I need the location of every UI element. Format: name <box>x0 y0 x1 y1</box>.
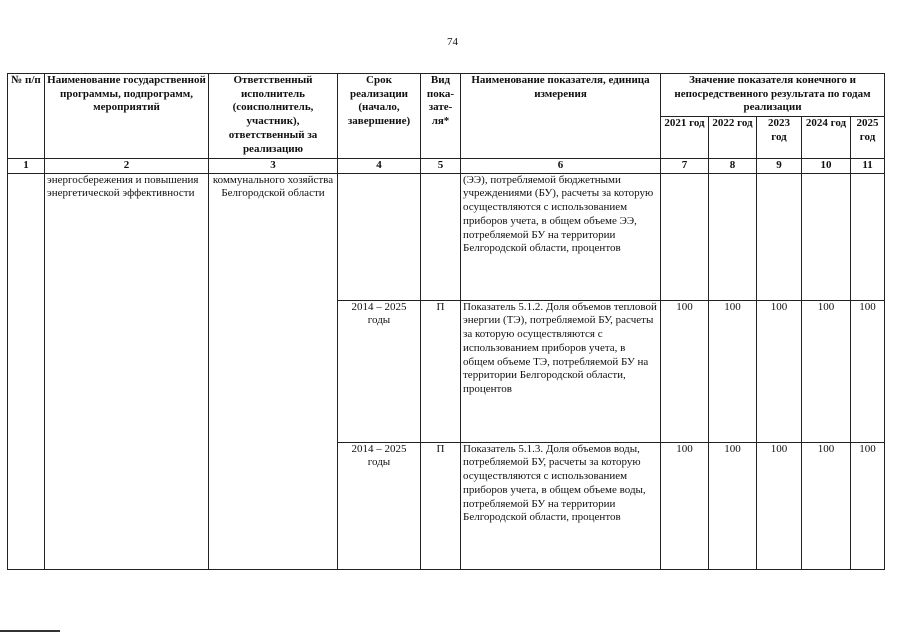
term-cell: 2014 – 2025 годы <box>338 300 421 442</box>
indicator-type-cell <box>421 173 461 300</box>
column-number: 5 <box>421 159 461 174</box>
header-values-group: Значение показателя конечного и непосредственного результата по годам реализации <box>661 74 885 117</box>
column-number: 6 <box>461 159 661 174</box>
column-number: 4 <box>338 159 421 174</box>
value-2023-cell: 100 <box>757 300 802 442</box>
header-year-2022: 2022 год <box>709 117 757 159</box>
header-year-2023: 2023 год <box>757 117 802 159</box>
indicator-name-cell: Показатель 5.1.3. Доля объемов воды, потребляемой БУ, расчеты за которую осуществляются с использованием приборов учета, в общем объеме воды, потребляемой БУ на территории Белгородской области, процентов <box>461 442 661 569</box>
value-2025-cell <box>851 173 885 300</box>
value-2021-cell: 100 <box>661 442 709 569</box>
column-numbers-row <box>8 159 885 174</box>
header-executor: Ответственный исполнитель (соисполнитель, участник), ответственный за реализацию <box>209 74 338 159</box>
header-year-2024: 2024 год <box>802 117 851 159</box>
column-number: 11 <box>851 159 885 174</box>
column-number: 7 <box>661 159 709 174</box>
column-number: 3 <box>209 159 338 174</box>
value-2024-cell: 100 <box>802 442 851 569</box>
row-number-cell <box>8 173 45 569</box>
value-2022-cell: 100 <box>709 442 757 569</box>
header-year-2025: 2025 год <box>851 117 885 159</box>
indicator-type-cell: П <box>421 442 461 569</box>
value-2024-cell <box>802 173 851 300</box>
value-2021-cell: 100 <box>661 300 709 442</box>
column-number: 2 <box>45 159 209 174</box>
header-indicator-name: Наименование показателя, единица измерения <box>461 74 661 159</box>
header-program-name: Наименование государственной программы, подпрограмм, мероприятий <box>45 74 209 159</box>
indicator-name-cell: (ЭЭ), потребляемой бюджетными учреждениями (БУ), расчеты за которую осуществляются с использованием приборов учета, в общем объеме ЭЭ, потребляемой БУ на территории Белгородской области, процентов <box>461 173 661 300</box>
value-2023-cell <box>757 173 802 300</box>
indicators-table <box>7 73 885 570</box>
header-indicator-type: Вид пока- зате- ля* <box>421 74 461 159</box>
value-2022-cell: 100 <box>709 300 757 442</box>
value-2025-cell: 100 <box>851 442 885 569</box>
scan-artifact-line <box>0 630 60 632</box>
term-cell <box>338 173 421 300</box>
value-2023-cell: 100 <box>757 442 802 569</box>
executor-cell: коммунального хозяйства Белгородской области <box>209 173 338 569</box>
value-2021-cell <box>661 173 709 300</box>
indicator-name-cell: Показатель 5.1.2. Доля объемов тепловой энергии (ТЭ), потребляемой БУ, расчеты за которую осуществляются с использованием приборов учета, в общем объеме ТЭ, потребляемой БУ на территории Белгородской области, процентов <box>461 300 661 442</box>
value-2024-cell: 100 <box>802 300 851 442</box>
header-year-2021: 2021 год <box>661 117 709 159</box>
program-name-cell: энергосбережения и повышения энергетической эффективности <box>45 173 209 569</box>
page-number: 74 <box>447 36 458 48</box>
table-row <box>8 173 885 300</box>
column-number: 10 <box>802 159 851 174</box>
header-term: Срок реализации (начало, завершение) <box>338 74 421 159</box>
term-cell: 2014 – 2025 годы <box>338 442 421 569</box>
indicator-type-cell: П <box>421 300 461 442</box>
column-number: 8 <box>709 159 757 174</box>
value-2022-cell <box>709 173 757 300</box>
value-2025-cell: 100 <box>851 300 885 442</box>
header-row-number: № п/п <box>8 74 45 159</box>
column-number: 1 <box>8 159 45 174</box>
column-number: 9 <box>757 159 802 174</box>
